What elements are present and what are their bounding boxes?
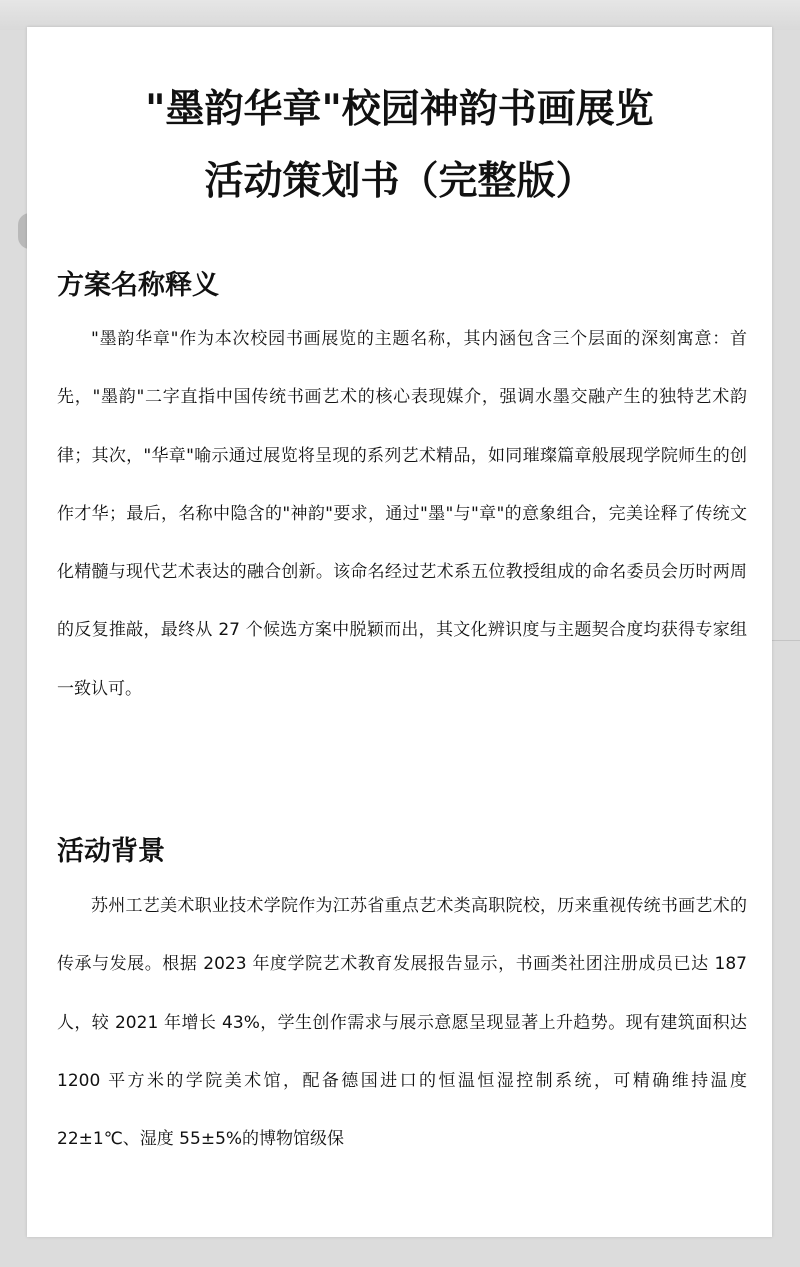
- edge-line: [772, 640, 800, 641]
- document-page: [27, 27, 772, 1237]
- section-heading-background: 活动背景: [57, 836, 165, 867]
- background-strip: [0, 0, 800, 30]
- section-heading-name-meaning: 方案名称释义: [57, 270, 219, 301]
- title-line-2: 活动策划书（完整版）: [204, 159, 595, 204]
- title-line-1: "墨韵华章"校园神韵书画展览: [145, 87, 654, 132]
- section-body-background: 苏州工艺美术职业技术学院作为江苏省重点艺术类高职院校，历来重视传统书画艺术的传承与发展。根据 2023 年度学院艺术教育发展报告显示，书画类社团注册成员已达 187 人，较 2021 年增长 43%，学生创作需求与展示意愿呈现显著上升趋势。现有建筑面积达 1200 平方米的学院美术馆，配备德国进口的恒温恒湿控制系统，可精确维持温度 22±1℃、湿度 55±5%的博物馆级保: [57, 896, 747, 1150]
- section-body-name-meaning: "墨韵华章"作为本次校园书画展览的主题名称，其内涵包含三个层面的深刻寓意：首先，"墨韵"二字直指中国传统书画艺术的核心表现媒介，强调水墨交融产生的独特艺术韵律；其次，"华章"喻示通过展览将呈现的系列艺术精品，如同璀璨篇章般展现学院师生的创作才华；最后，名称中隐含的"神韵"要求，通过"墨"与"章"的意象组合，完美诠释了传统文化精髓与现代艺术表达的融合创新。该命名经过艺术系五位教授组成的命名委员会历时两周的反复推敲，最终从 27 个候选方案中脱颖而出，其文化辨识度与主题契合度均获得专家组一致认可。: [57, 329, 747, 699]
- document-title: [27, 27, 772, 218]
